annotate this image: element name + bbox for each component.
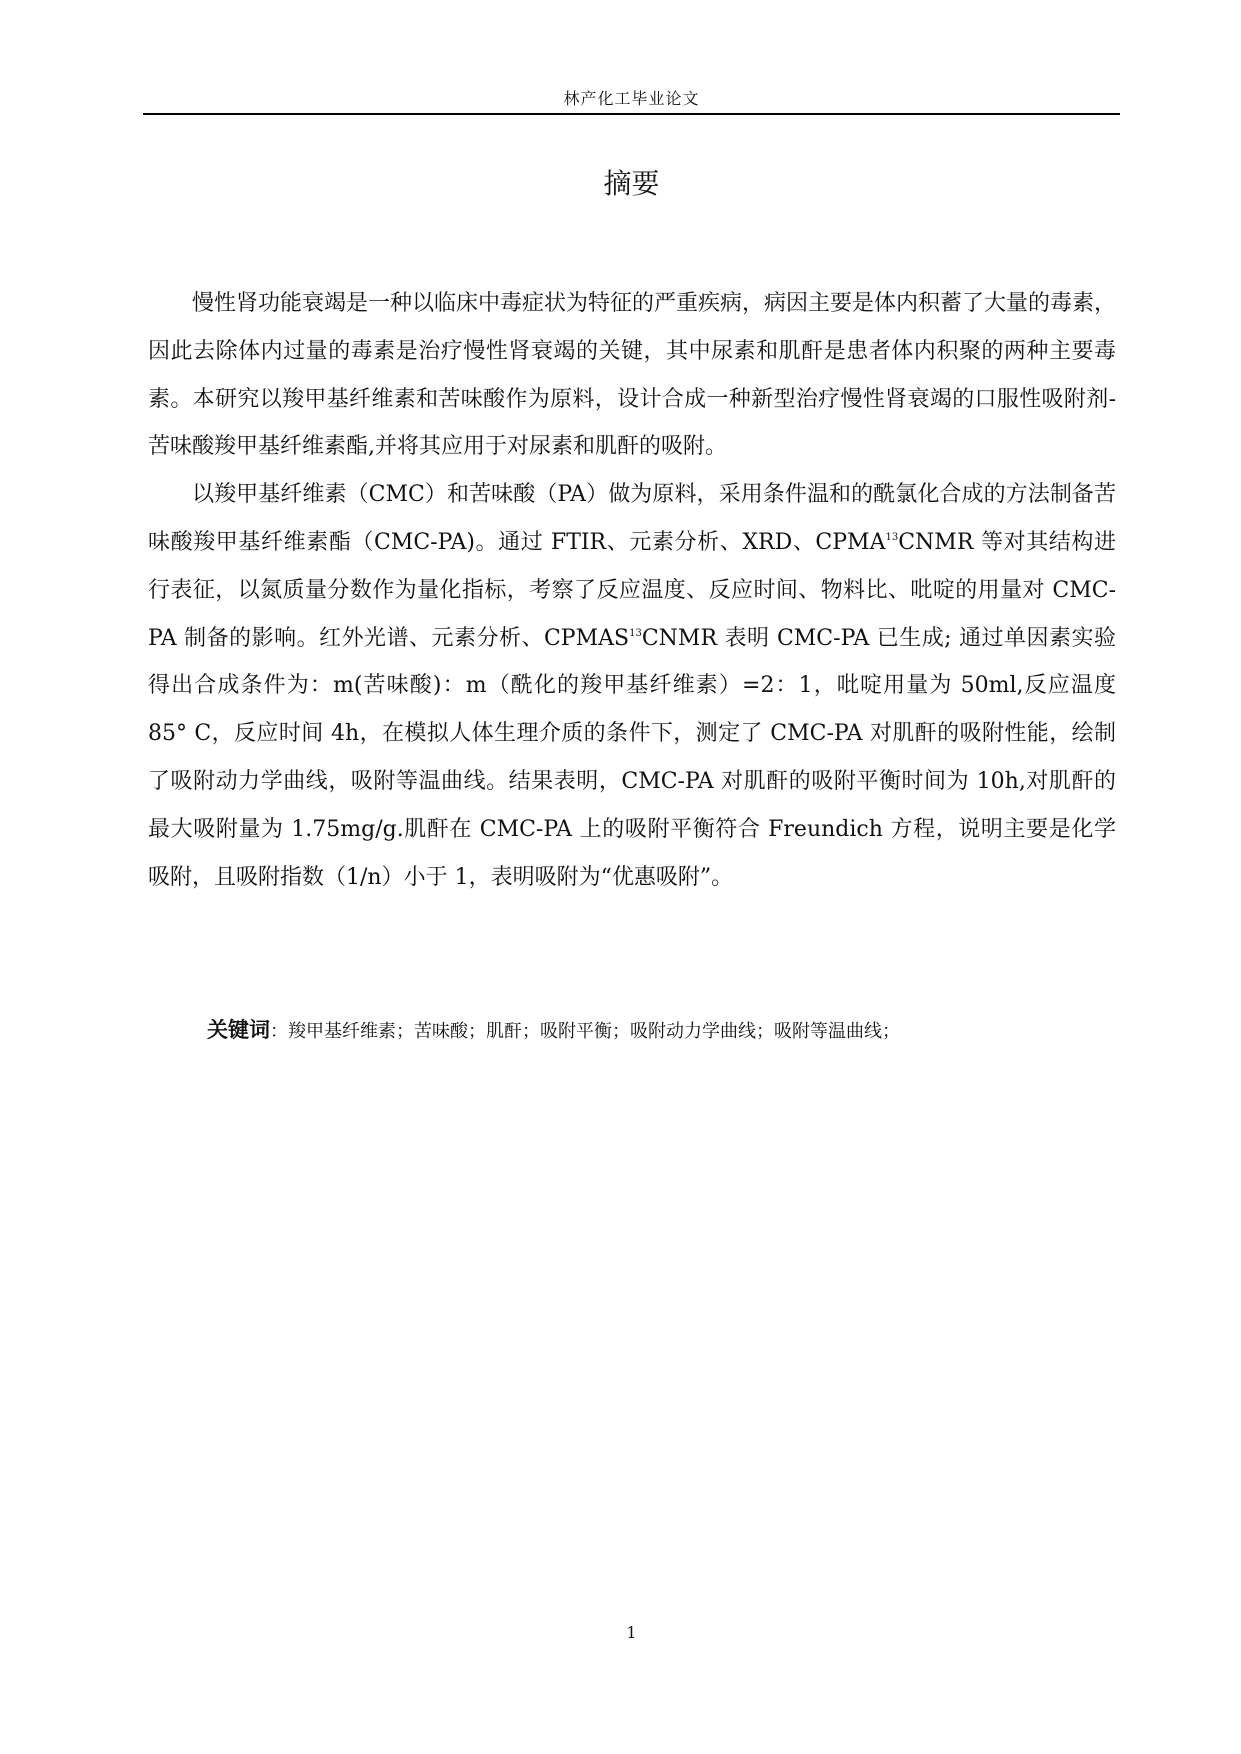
superscript-13-a: 13 bbox=[885, 531, 899, 543]
page-number: 1 bbox=[626, 1623, 637, 1642]
abstract-paragraph-1: 慢性肾功能衰竭是一种以临床中毒症状为特征的严重疾病，病因主要是体内积蓄了大量的毒素，因此去除体内过量的毒素是治疗慢性肾衰竭的关键，其中尿素和肌酐是患者体内积聚的两种主要毒素。本研究以羧甲基纤维素和苦味酸作为原料，设计合成一种新型治疗慢性肾衰竭的口服性吸附剂-苦味酸羧甲基纤维素酯,并将其应用于对尿素和肌酐的吸附。 bbox=[148, 291, 1117, 460]
paragraph-2-text-part-1: 以羧甲基纤维素（CMC）和苦味酸（PA）做为原料，采用条件温和的酰氯化合成的方法制备苦味酸羧甲基纤维素酯（CMC-PA)。通过 FTIR、元素分析、XRD、CPMA bbox=[148, 482, 1116, 555]
paragraph-2-text-part-3: CNMR 表明 CMC-PA 已生成; 通过单因素实验得出合成条件为：m(苦味酸)：m（酰化的羧甲基纤维素）=2：1，吡啶用量为 50ml,反应温度 85° C，反应时间 4h，在模拟人体生理介质的条件下，测定了 CMC-PA 对肌酐的吸附性能，绘制了吸附动力学曲线，吸附等温曲线。结果表明，CMC-PA 对肌酐的吸附平衡时间为 10h,对肌酐的最大吸附量为 1.75mg/g.肌酐在 CMC-PA 上的吸附平衡符合 Freundich 方程，说明主要是化学吸附，且吸附指数（1/n）小于 1，表明吸附为“优惠吸附”。 bbox=[148, 625, 1117, 890]
keywords-label: 关键词 bbox=[207, 1018, 270, 1042]
running-header: 林产化工毕业论文 bbox=[563, 89, 700, 108]
paragraph-2-text-part-2: CNMR 等对其结构进行表征，以氮质量分数作为量化指标，考察了反应温度、反应时间、物料比、吡啶的用量对 CMC-PA 制备的影响。红外光谱、元素分析、CPMAS bbox=[148, 529, 1117, 651]
abstract-body bbox=[148, 280, 1116, 901]
abstract-paragraph-2 bbox=[148, 471, 1116, 901]
superscript-13-b: 13 bbox=[629, 627, 642, 639]
keywords-line bbox=[207, 1015, 1117, 1047]
header-divider bbox=[143, 113, 1120, 115]
keywords-list: ：羧甲基纤维素；苦味酸；肌酐；吸附平衡；吸附动力学曲线；吸附等温曲线； bbox=[270, 1021, 900, 1042]
page-title: 摘要 bbox=[603, 167, 660, 200]
